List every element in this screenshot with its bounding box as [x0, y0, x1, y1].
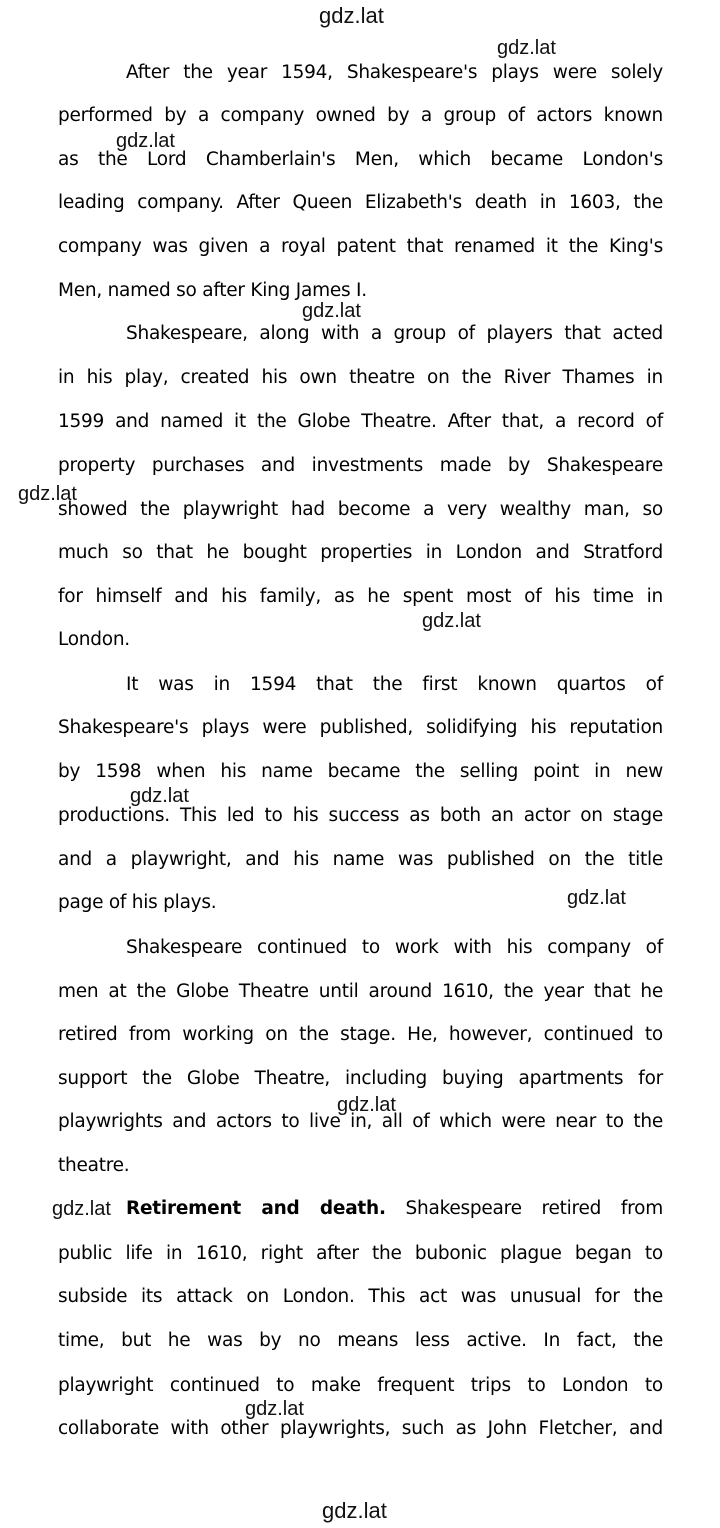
text-line: It was in 1594 that the first known quartos of — [126, 674, 663, 695]
text-line: for himself and his family, as he spent most of his time in — [58, 586, 663, 607]
text-line: collaborate with other playwrights, such as John Fletcher, and — [58, 1418, 663, 1439]
text-line: company was given a royal patent that renamed it the King's — [58, 236, 663, 257]
text-line: London. — [58, 629, 130, 650]
text-line: playwrights and actors to live in, all of which were near to the — [58, 1111, 663, 1132]
text-line: Shakespeare's plays were published, solidifying his reputation — [58, 717, 663, 738]
text-line: time, but he was by no means less active. In fact, the — [58, 1330, 663, 1351]
text-line: After the year 1594, Shakespeare's plays were solely — [126, 62, 663, 83]
text-line: Shakespeare, along with a group of players that acted — [126, 323, 663, 344]
text-line: by 1598 when his name became the selling point in new — [58, 761, 663, 782]
watermark: gdz.lat — [422, 610, 481, 632]
text-line: much so that he bought properties in London and Stratford — [58, 542, 663, 563]
text-line: Shakespeare continued to work with his company of — [126, 937, 663, 958]
watermark: gdz.lat — [302, 300, 361, 322]
text-line: subside its attack on London. This act was unusual for the — [58, 1286, 663, 1307]
watermark: gdz.lat — [245, 1398, 304, 1420]
watermark: gdz.lat — [337, 1094, 396, 1116]
text-line: retired from working on the stage. He, however, continued to — [58, 1024, 663, 1045]
section-heading: Retirement and death. — [126, 1198, 386, 1219]
text-line: productions. This led to his success as both an actor on stage — [58, 805, 663, 826]
watermark: gdz.lat — [319, 3, 384, 28]
watermark: gdz.lat — [130, 785, 189, 807]
text-line: public life in 1610, right after the bubonic plague began to — [58, 1243, 663, 1264]
watermark: gdz.lat — [116, 130, 175, 152]
text-line: in his play, created his own theatre on the River Thames in — [58, 367, 663, 388]
text-line: performed by a company owned by a group of actors known — [58, 105, 663, 126]
watermark: gdz.lat — [52, 1198, 111, 1220]
heading-line-rest: Shakespeare retired from — [405, 1198, 663, 1219]
text-line: property purchases and investments made by Shakespeare — [58, 455, 663, 476]
text-line: showed the playwright had become a very wealthy man, so — [58, 499, 663, 520]
watermark: gdz.lat — [567, 887, 626, 909]
text-line: 1599 and named it the Globe Theatre. After that, a record of — [58, 411, 663, 432]
text-line: playwright continued to make frequent trips to London to — [58, 1375, 663, 1396]
watermark: gdz.lat — [497, 37, 556, 59]
text-line: support the Globe Theatre, including buying apartments for — [58, 1068, 663, 1089]
section-heading-line — [126, 1197, 663, 1221]
watermark: gdz.lat — [322, 1498, 387, 1523]
text-line: and a playwright, and his name was published on the title — [58, 849, 663, 870]
text-line: page of his plays. — [58, 892, 217, 913]
text-line: as the Lord Chamberlain's Men, which became London's — [58, 149, 663, 170]
text-line: leading company. After Queen Elizabeth's death in 1603, the — [58, 192, 663, 213]
text-line: men at the Globe Theatre until around 1610, the year that he — [58, 981, 663, 1002]
text-line: theatre. — [58, 1155, 130, 1176]
text-line: Men, named so after King James I. — [58, 280, 367, 301]
watermark: gdz.lat — [18, 483, 77, 505]
